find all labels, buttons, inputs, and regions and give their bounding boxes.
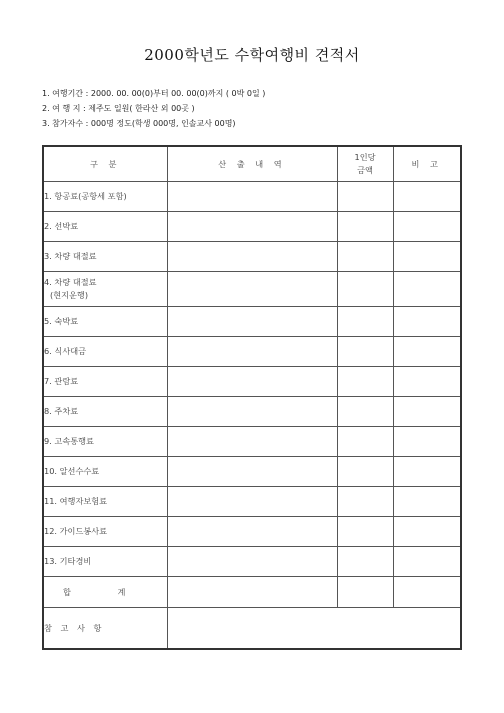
amount-cell bbox=[337, 517, 393, 547]
trip-info bbox=[42, 86, 265, 131]
remarks-cell bbox=[393, 517, 461, 547]
remarks-cell bbox=[393, 427, 461, 457]
item-label: 7. 관람료 bbox=[43, 367, 167, 397]
item-label bbox=[43, 272, 167, 307]
amount-cell bbox=[337, 457, 393, 487]
remarks-cell bbox=[393, 307, 461, 337]
table-row bbox=[43, 242, 461, 272]
remarks-cell bbox=[393, 242, 461, 272]
table-row bbox=[43, 307, 461, 337]
item-label: 10. 알선수수료 bbox=[43, 457, 167, 487]
details-cell bbox=[167, 307, 337, 337]
details-cell bbox=[167, 517, 337, 547]
item-label: 8. 주차료 bbox=[43, 397, 167, 427]
amount-cell bbox=[337, 307, 393, 337]
table-row bbox=[43, 427, 461, 457]
table-row bbox=[43, 547, 461, 577]
amount-cell bbox=[337, 272, 393, 307]
details-cell bbox=[167, 577, 337, 608]
document-title: 2000학년도 수학여행비 견적서 bbox=[144, 46, 360, 64]
item-label: 6. 식사대금 bbox=[43, 337, 167, 367]
amount-cell bbox=[337, 367, 393, 397]
details-cell bbox=[167, 457, 337, 487]
remarks-cell bbox=[393, 547, 461, 577]
total-label: 합 계 bbox=[43, 577, 167, 608]
table-row bbox=[43, 212, 461, 242]
header-amount bbox=[337, 146, 393, 182]
notes-row bbox=[43, 608, 461, 650]
info-period: 1. 여행기간 : 2000. 00. 00(0)부터 00. 00(0)까지 ( 0박 0일 ) bbox=[42, 89, 266, 98]
details-cell bbox=[167, 242, 337, 272]
remarks-cell bbox=[393, 182, 461, 212]
table-row bbox=[43, 487, 461, 517]
remarks-cell bbox=[393, 397, 461, 427]
amount-cell bbox=[337, 577, 393, 608]
table-row bbox=[43, 182, 461, 212]
remarks-cell bbox=[393, 577, 461, 608]
item-label: 2. 선박료 bbox=[43, 212, 167, 242]
remarks-cell bbox=[393, 487, 461, 517]
table-row bbox=[43, 337, 461, 367]
remarks-cell bbox=[393, 272, 461, 307]
header-amount-line2: 금액 bbox=[357, 165, 373, 175]
remarks-cell bbox=[393, 212, 461, 242]
item-label: 13. 기타경비 bbox=[43, 547, 167, 577]
amount-cell bbox=[337, 212, 393, 242]
estimate-table bbox=[42, 145, 462, 650]
amount-cell bbox=[337, 337, 393, 367]
details-cell bbox=[167, 367, 337, 397]
details-cell bbox=[167, 547, 337, 577]
details-cell bbox=[167, 212, 337, 242]
item-label: 9. 고속통행료 bbox=[43, 427, 167, 457]
notes-label: 참 고 사 항 bbox=[43, 608, 167, 650]
amount-cell bbox=[337, 242, 393, 272]
item-label-line1: 4. 차량 대절료 bbox=[44, 277, 97, 287]
total-row bbox=[43, 577, 461, 608]
details-cell bbox=[167, 397, 337, 427]
item-label: 5. 숙박료 bbox=[43, 307, 167, 337]
details-cell bbox=[167, 427, 337, 457]
amount-cell bbox=[337, 182, 393, 212]
table-row bbox=[43, 457, 461, 487]
header-details: 산 출 내 역 bbox=[167, 146, 337, 182]
header-category: 구 분 bbox=[43, 146, 167, 182]
remarks-cell bbox=[393, 367, 461, 397]
details-cell bbox=[167, 337, 337, 367]
amount-cell bbox=[337, 547, 393, 577]
details-cell bbox=[167, 182, 337, 212]
item-label: 1. 항공료(공항세 포함) bbox=[43, 182, 167, 212]
amount-cell bbox=[337, 397, 393, 427]
info-participants: 3. 참가자수 : 000명 정도(학생 000명, 인솔교사 00명) bbox=[42, 119, 236, 128]
details-cell bbox=[167, 487, 337, 517]
details-cell bbox=[167, 272, 337, 307]
table-row bbox=[43, 517, 461, 547]
item-label: 12. 가이드봉사료 bbox=[43, 517, 167, 547]
info-destination: 2. 여 행 지 : 제주도 일원( 한라산 외 00곳 ) bbox=[42, 104, 195, 113]
table-row bbox=[43, 367, 461, 397]
header-remarks: 비 고 bbox=[393, 146, 461, 182]
item-label: 11. 여행자보험료 bbox=[43, 487, 167, 517]
table-row bbox=[43, 397, 461, 427]
item-label-line2: (현지운행) bbox=[50, 290, 89, 300]
header-amount-line1: 1인당 bbox=[354, 152, 376, 162]
table-header-row bbox=[43, 146, 461, 182]
amount-cell bbox=[337, 427, 393, 457]
remarks-cell bbox=[393, 337, 461, 367]
table-row bbox=[43, 272, 461, 307]
notes-cell bbox=[167, 608, 461, 650]
remarks-cell bbox=[393, 457, 461, 487]
item-label: 3. 차량 대절료 bbox=[43, 242, 167, 272]
amount-cell bbox=[337, 487, 393, 517]
